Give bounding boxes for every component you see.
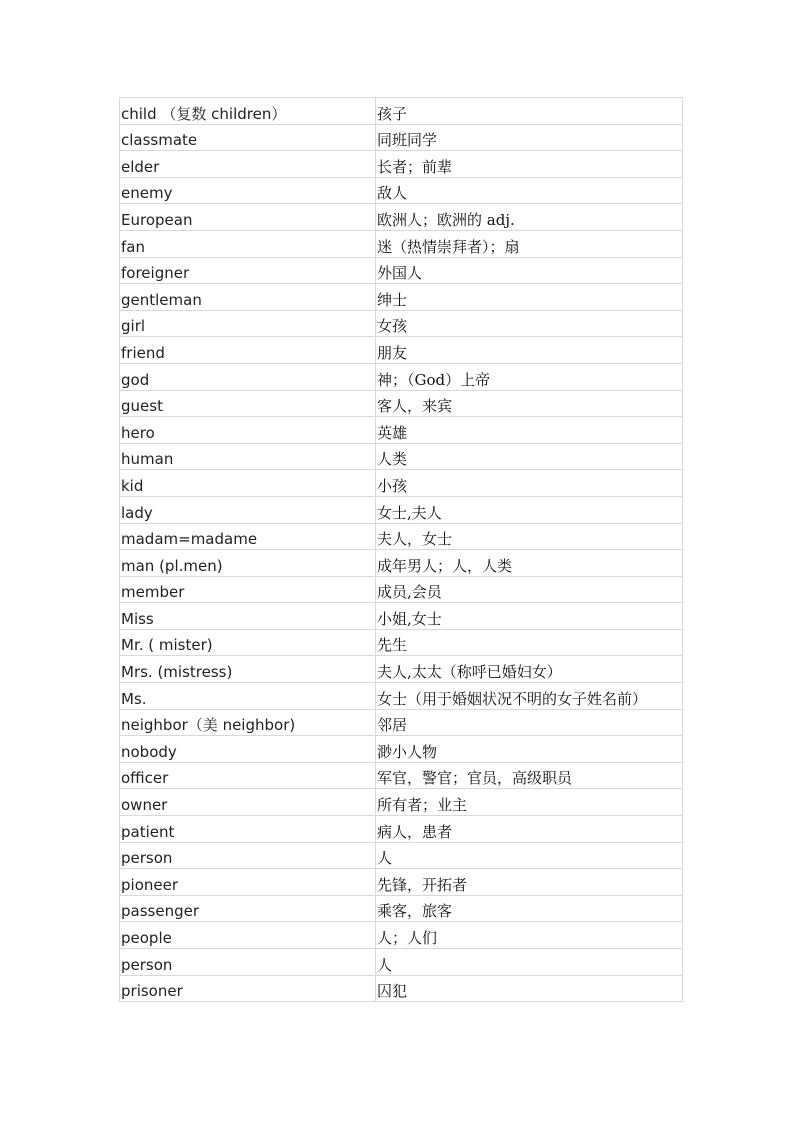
chinese-meaning-cell: 小孩 xyxy=(376,470,683,497)
english-word-cell: officer xyxy=(120,762,376,789)
chinese-meaning-cell: 小姐,女士 xyxy=(376,603,683,630)
english-word-cell: Mr. ( mister) xyxy=(120,629,376,656)
chinese-meaning-cell: 绅士 xyxy=(376,284,683,311)
english-word-cell: European xyxy=(120,204,376,231)
english-word-cell: elder xyxy=(120,151,376,178)
chinese-meaning-cell: 人类 xyxy=(376,443,683,470)
chinese-meaning-cell: 外国人 xyxy=(376,257,683,284)
chinese-meaning-cell: 邻居 xyxy=(376,709,683,736)
table-row xyxy=(120,284,683,311)
vocabulary-table-body xyxy=(120,98,683,1002)
table-row xyxy=(120,204,683,231)
table-row xyxy=(120,310,683,337)
chinese-meaning-cell: 乘客，旅客 xyxy=(376,895,683,922)
chinese-meaning-cell: 所有者；业主 xyxy=(376,789,683,816)
chinese-meaning-cell: 女士（用于婚姻状况不明的女子姓名前） xyxy=(376,683,683,710)
english-word-cell: patient xyxy=(120,816,376,843)
table-row xyxy=(120,390,683,417)
english-word-cell: gentleman xyxy=(120,284,376,311)
table-row xyxy=(120,98,683,125)
english-word-cell: friend xyxy=(120,337,376,364)
chinese-meaning-cell: 英雄 xyxy=(376,417,683,444)
table-row xyxy=(120,975,683,1002)
english-word-cell: madam=madame xyxy=(120,523,376,550)
table-row xyxy=(120,177,683,204)
chinese-meaning-cell: 敌人 xyxy=(376,177,683,204)
english-word-cell: guest xyxy=(120,390,376,417)
table-row xyxy=(120,789,683,816)
english-word-cell: passenger xyxy=(120,895,376,922)
chinese-meaning-cell: 先锋，开拓者 xyxy=(376,869,683,896)
table-row xyxy=(120,736,683,763)
table-row xyxy=(120,842,683,869)
table-row xyxy=(120,363,683,390)
table-row xyxy=(120,762,683,789)
english-word-cell: Ms. xyxy=(120,683,376,710)
chinese-meaning-cell: 长者；前辈 xyxy=(376,151,683,178)
english-word-cell: owner xyxy=(120,789,376,816)
table-row xyxy=(120,417,683,444)
table-row xyxy=(120,337,683,364)
english-word-cell: Miss xyxy=(120,603,376,630)
chinese-meaning-cell: 成年男人；人，人类 xyxy=(376,550,683,577)
chinese-meaning-cell: 夫人,太太（称呼已婚妇女） xyxy=(376,656,683,683)
table-row xyxy=(120,257,683,284)
chinese-meaning-cell: 夫人，女士 xyxy=(376,523,683,550)
chinese-meaning-cell: 先生 xyxy=(376,629,683,656)
english-word-cell: man (pl.men) xyxy=(120,550,376,577)
table-row xyxy=(120,895,683,922)
table-row xyxy=(120,443,683,470)
chinese-meaning-cell: 朋友 xyxy=(376,337,683,364)
table-row xyxy=(120,496,683,523)
english-word-cell: person xyxy=(120,949,376,976)
table-row xyxy=(120,656,683,683)
chinese-meaning-cell: 军官，警官；官员，高级职员 xyxy=(376,762,683,789)
english-word-cell: pioneer xyxy=(120,869,376,896)
chinese-meaning-cell: 囚犯 xyxy=(376,975,683,1002)
chinese-meaning-cell: 病人，患者 xyxy=(376,816,683,843)
chinese-meaning-cell: 女士,夫人 xyxy=(376,496,683,523)
english-word-cell: member xyxy=(120,576,376,603)
chinese-meaning-cell: 迷（热情崇拜者）；扇 xyxy=(376,230,683,257)
english-word-cell: child （复数 children） xyxy=(120,98,376,125)
english-word-cell: human xyxy=(120,443,376,470)
table-row xyxy=(120,576,683,603)
chinese-meaning-cell: 渺小人物 xyxy=(376,736,683,763)
english-word-cell: hero xyxy=(120,417,376,444)
english-word-cell: neighbor（美 neighbor) xyxy=(120,709,376,736)
english-word-cell: person xyxy=(120,842,376,869)
chinese-meaning-cell: 孩子 xyxy=(376,98,683,125)
chinese-meaning-cell: 欧洲人；欧洲的 adj. xyxy=(376,204,683,231)
chinese-meaning-cell: 人 xyxy=(376,842,683,869)
english-word-cell: prisoner xyxy=(120,975,376,1002)
table-row xyxy=(120,922,683,949)
chinese-meaning-cell: 成员,会员 xyxy=(376,576,683,603)
table-row xyxy=(120,550,683,577)
english-word-cell: foreigner xyxy=(120,257,376,284)
vocabulary-table xyxy=(119,97,683,1002)
table-row xyxy=(120,523,683,550)
table-row xyxy=(120,470,683,497)
english-word-cell: Mrs. (mistress) xyxy=(120,656,376,683)
table-row xyxy=(120,124,683,151)
english-word-cell: kid xyxy=(120,470,376,497)
english-word-cell: enemy xyxy=(120,177,376,204)
chinese-meaning-cell: 人 xyxy=(376,949,683,976)
english-word-cell: people xyxy=(120,922,376,949)
table-row xyxy=(120,709,683,736)
english-word-cell: god xyxy=(120,363,376,390)
table-row xyxy=(120,603,683,630)
chinese-meaning-cell: 神；（God）上帝 xyxy=(376,363,683,390)
table-row xyxy=(120,151,683,178)
english-word-cell: nobody xyxy=(120,736,376,763)
table-row xyxy=(120,230,683,257)
table-row xyxy=(120,869,683,896)
table-row xyxy=(120,816,683,843)
english-word-cell: lady xyxy=(120,496,376,523)
table-row xyxy=(120,949,683,976)
chinese-meaning-cell: 客人，来宾 xyxy=(376,390,683,417)
english-word-cell: girl xyxy=(120,310,376,337)
table-row xyxy=(120,629,683,656)
chinese-meaning-cell: 同班同学 xyxy=(376,124,683,151)
table-row xyxy=(120,683,683,710)
chinese-meaning-cell: 人；人们 xyxy=(376,922,683,949)
english-word-cell: fan xyxy=(120,230,376,257)
chinese-meaning-cell: 女孩 xyxy=(376,310,683,337)
english-word-cell: classmate xyxy=(120,124,376,151)
